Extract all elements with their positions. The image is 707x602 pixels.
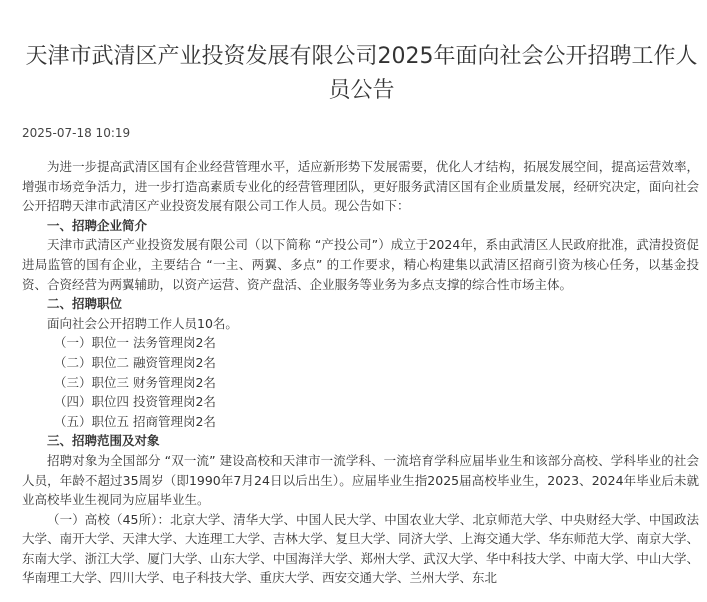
publish-date: 2025-07-18 10:19 (22, 126, 131, 140)
position-item-1: （一）职位一 法务管理岗2名 (54, 335, 216, 351)
positions-summary: 面向社会公开招聘工作人员10名。 (47, 315, 238, 331)
company-intro-paragraph: 天津市武清区产业投资发展有限公司（以下简称 “产投公司”）成立于2024年，系由武清区人民政府批准，武清投资促进局监管的国有企业，主要结合 “一主、两翼、多点” 的工作要求，精心构建集以武清区招商引资为核心任务，以基金投资、合资经营为两翼辅助，以资产运营、资产盘活、企业服务等业务为多点支撑的综合性市场主体。 (22, 237, 699, 292)
university-list-paragraph: （一）高校（45所）：北京大学、清华大学、中国人民大学、中国农业大学、北京师范大学、中央财经大学、中国政法大学、南开大学、天津大学、大连理工大学、吉林大学、复旦大学、同济大学、上海交通大学、华东师范大学、南京大学、东南大学、浙江大学、厦门大学、山东大学、中国海洋大学、郑州大学、武汉大学、华中科技大学、中南大学、中山大学、华南理工大学、四川大学、电子科技大学、重庆大学、西安交通大学、兰州大学、东北 (22, 511, 699, 586)
page-title: 天津市武清区产业投资发展有限公司2025年面向社会公开招聘工作人员公告 (25, 44, 698, 103)
position-item-5: （五）职位五 招商管理岗2名 (54, 413, 216, 429)
position-item-3: （三）职位三 财务管理岗2名 (54, 374, 216, 390)
position-item-2: （二）职位二 融资管理岗2名 (54, 354, 216, 370)
section-heading-company: 一、招聘企业简介 (47, 217, 148, 233)
article-body (22, 157, 699, 588)
section-heading-scope: 三、招聘范围及对象 (47, 433, 160, 449)
intro-paragraph: 为进一步提高武清区国有企业经营管理水平，适应新形势下发展需要，优化人才结构，拓展发展空间，提高运营效率，增强市场竞争活力，进一步打造高素质专业化的经营管理团队，更好服务武清区国有企业质量发展，经研究决定，面向社会公开招聘天津市武清区产业投资发展有限公司工作人员。现公告如下： (22, 159, 699, 214)
section-heading-positions: 二、招聘职位 (47, 296, 123, 312)
position-item-4: （四）职位四 投资管理岗2名 (54, 394, 216, 410)
scope-paragraph: 招聘对象为全国部分 “双一流” 建设高校和天津市一流学科、一流培育学科应届毕业生和该部分高校、学科毕业的社会人员，年龄不超过35周岁（即1990年7月24日以后出生）。应届毕业生指2025届高校毕业生，2023、2024年毕业后未就业高校毕业生视同为应届毕业生。 (22, 452, 699, 508)
